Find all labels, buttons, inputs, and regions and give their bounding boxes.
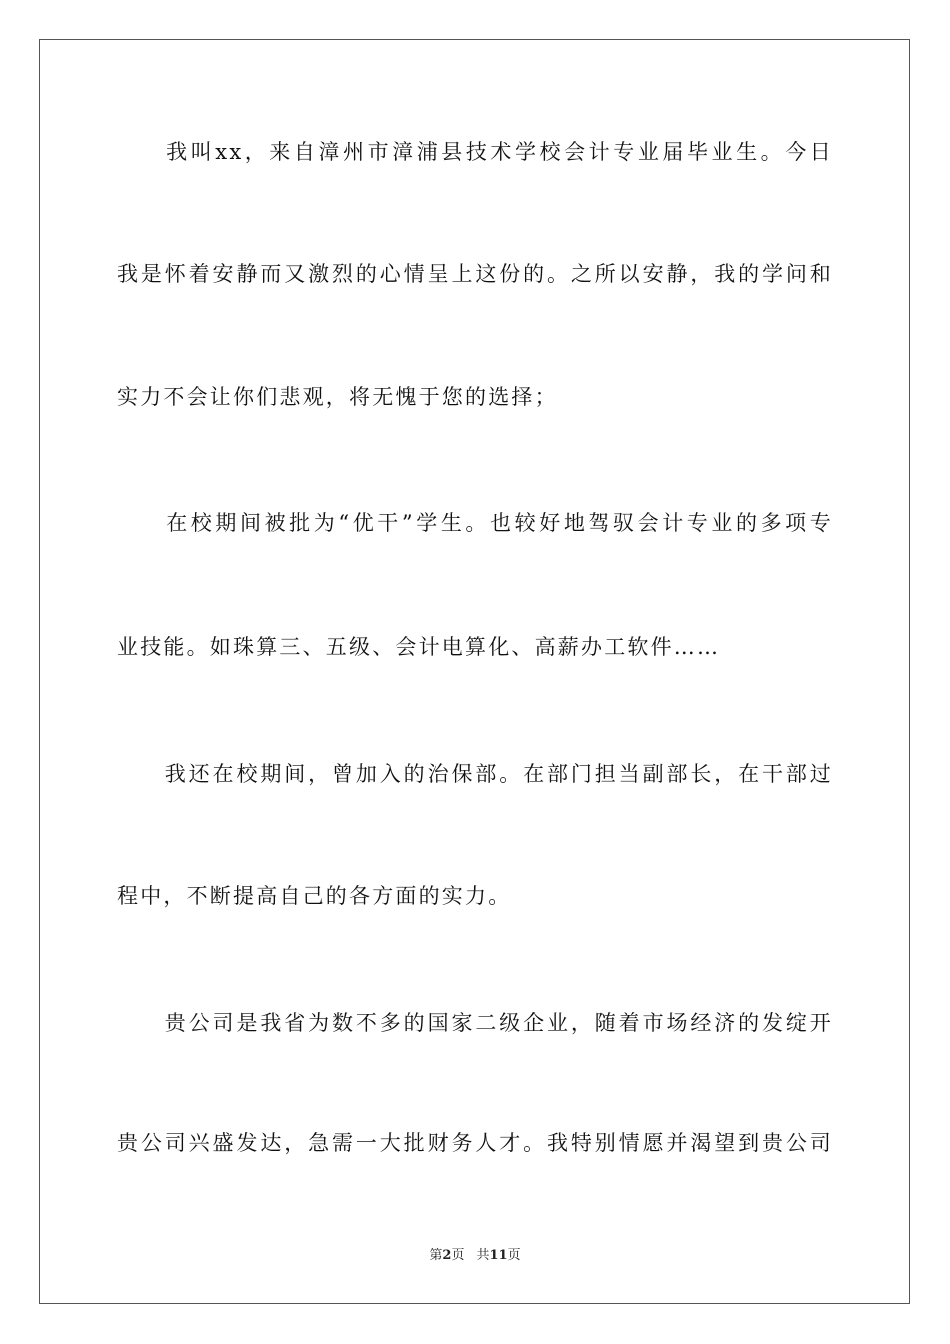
current-page-number: 2 xyxy=(442,1248,452,1263)
body-text-line: 我还在校期间，曾加入的治保部。在部门担当副部长，在干部过 xyxy=(117,762,833,786)
total-label-prefix: 共 xyxy=(476,1248,490,1263)
page-frame xyxy=(39,39,910,1304)
page-label-prefix: 第 xyxy=(429,1248,443,1263)
body-text-line: 我是怀着安静而又激烈的心情呈上这份的。之所以安静，我的学问和 xyxy=(117,262,833,286)
total-page-count: 11 xyxy=(489,1248,508,1263)
total-label-suffix: 页 xyxy=(507,1248,521,1263)
page-footer xyxy=(0,1247,950,1265)
body-text-line: 贵公司是我省为数不多的国家二级企业，随着市场经济的发绽开 xyxy=(117,1011,833,1035)
body-text-line: 贵公司兴盛发达，急需一大批财务人才。我特别情愿并渴望到贵公司 xyxy=(117,1131,833,1155)
body-text-line: 实力不会让你们悲观，将无愧于您的选择； xyxy=(117,385,558,409)
body-text-line: 在校期间被批为“优干”学生。也较好地驾驭会计专业的多项专 xyxy=(117,511,833,535)
body-text-line: 程中，不断提高自己的各方面的实力。 xyxy=(117,884,512,908)
body-text-line: 业技能。如珠算三、五级、会计电算化、高薪办工软件…… xyxy=(117,635,721,659)
page-label-suffix: 页 xyxy=(451,1248,465,1263)
body-text-line: 我叫xx，来自漳州市漳浦县技术学校会计专业届毕业生。今日 xyxy=(117,140,833,164)
